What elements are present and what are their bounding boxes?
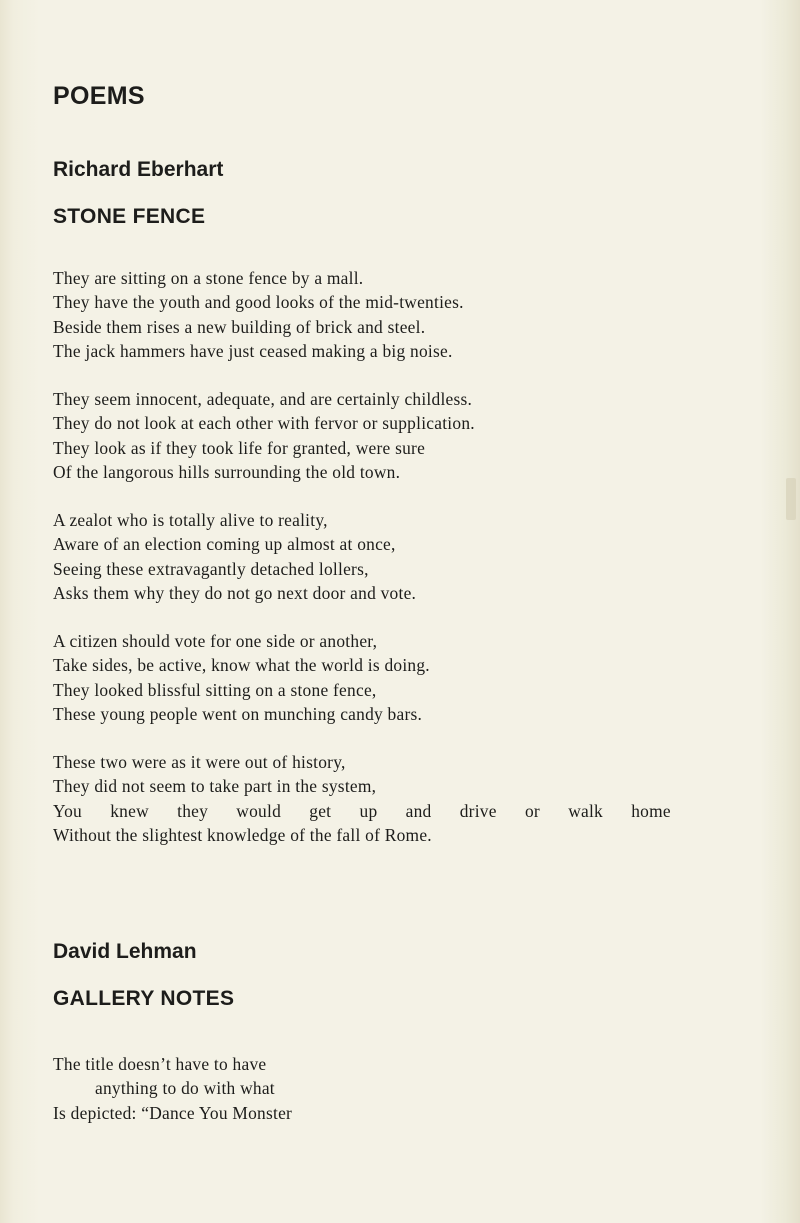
poem-line: A zealot who is totally alive to reality,: [53, 510, 328, 530]
poem-2-title: GALLERY NOTES: [53, 987, 235, 1010]
poem-2-author: David Lehman: [53, 940, 197, 963]
line-word: and: [405, 800, 432, 821]
poem-line: They look as if they took life for granted, were sure: [53, 437, 426, 458]
poem-1-stanza-3: [53, 508, 743, 605]
poem-1-author: Richard Eberhart: [53, 158, 224, 181]
poem-1-title: STONE FENCE: [53, 205, 206, 228]
poem-2-stanza-1: [53, 1052, 743, 1125]
poem-line: Aware of an election coming up almost at once,: [53, 534, 396, 555]
poem-1-stanza-2: [53, 387, 743, 484]
poem-line: Without the slightest knowledge of the fall of Rome.: [53, 824, 432, 845]
poem-line: They looked blissful sitting on a stone fence,: [53, 679, 377, 700]
poem-line: Beside them rises a new building of brick and steel.: [53, 316, 426, 337]
poem-line: Seeing these extravagantly detached lollers,: [53, 558, 369, 579]
line-word: they: [177, 800, 209, 821]
poem-line: Is depicted: “Dance You Monster: [53, 1102, 293, 1123]
line-word: You: [53, 800, 82, 821]
poem-line: They have the youth and good looks of the mid-twenties.: [53, 292, 464, 313]
line-word: up: [359, 800, 378, 821]
poem-line: The title doesn’t have to have: [53, 1054, 267, 1074]
line-word: drive: [459, 800, 497, 821]
poem-line: They seem innocent, adequate, and are certainly childless.: [53, 389, 473, 409]
poem-line: A citizen should vote for one side or another,: [53, 631, 378, 651]
page-edge-tab: [786, 478, 796, 520]
line-word: would: [236, 800, 282, 821]
poem-line: These young people went on munching candy bars.: [53, 703, 423, 724]
section-title: POEMS: [53, 82, 145, 110]
line-word: home: [631, 800, 671, 821]
poem-line: The jack hammers have just ceased making a big noise.: [53, 340, 453, 361]
poem-line: These two were as it were out of history,: [53, 752, 346, 772]
poem-1-stanza-5: [53, 750, 743, 847]
line-word: walk: [568, 800, 603, 821]
poem-line-justified: [53, 799, 671, 823]
line-word: get: [309, 800, 332, 821]
line-word: or: [524, 800, 540, 821]
poem-line: They did not seem to take part in the system,: [53, 776, 377, 797]
poem-line: Take sides, be active, know what the world is doing.: [53, 655, 430, 676]
poem-1-stanza-4: [53, 629, 743, 726]
poem-line: Of the langorous hills surrounding the old town.: [53, 461, 401, 482]
poem-line: Asks them why they do not go next door and vote.: [53, 582, 417, 603]
poem-1-stanza-1: [53, 266, 743, 363]
poem-line: They do not look at each other with fervor or supplication.: [53, 413, 475, 434]
poem-line-indented: anything to do with what: [95, 1078, 275, 1099]
line-word: knew: [110, 800, 149, 821]
poem-line: They are sitting on a stone fence by a mall.: [53, 268, 364, 288]
